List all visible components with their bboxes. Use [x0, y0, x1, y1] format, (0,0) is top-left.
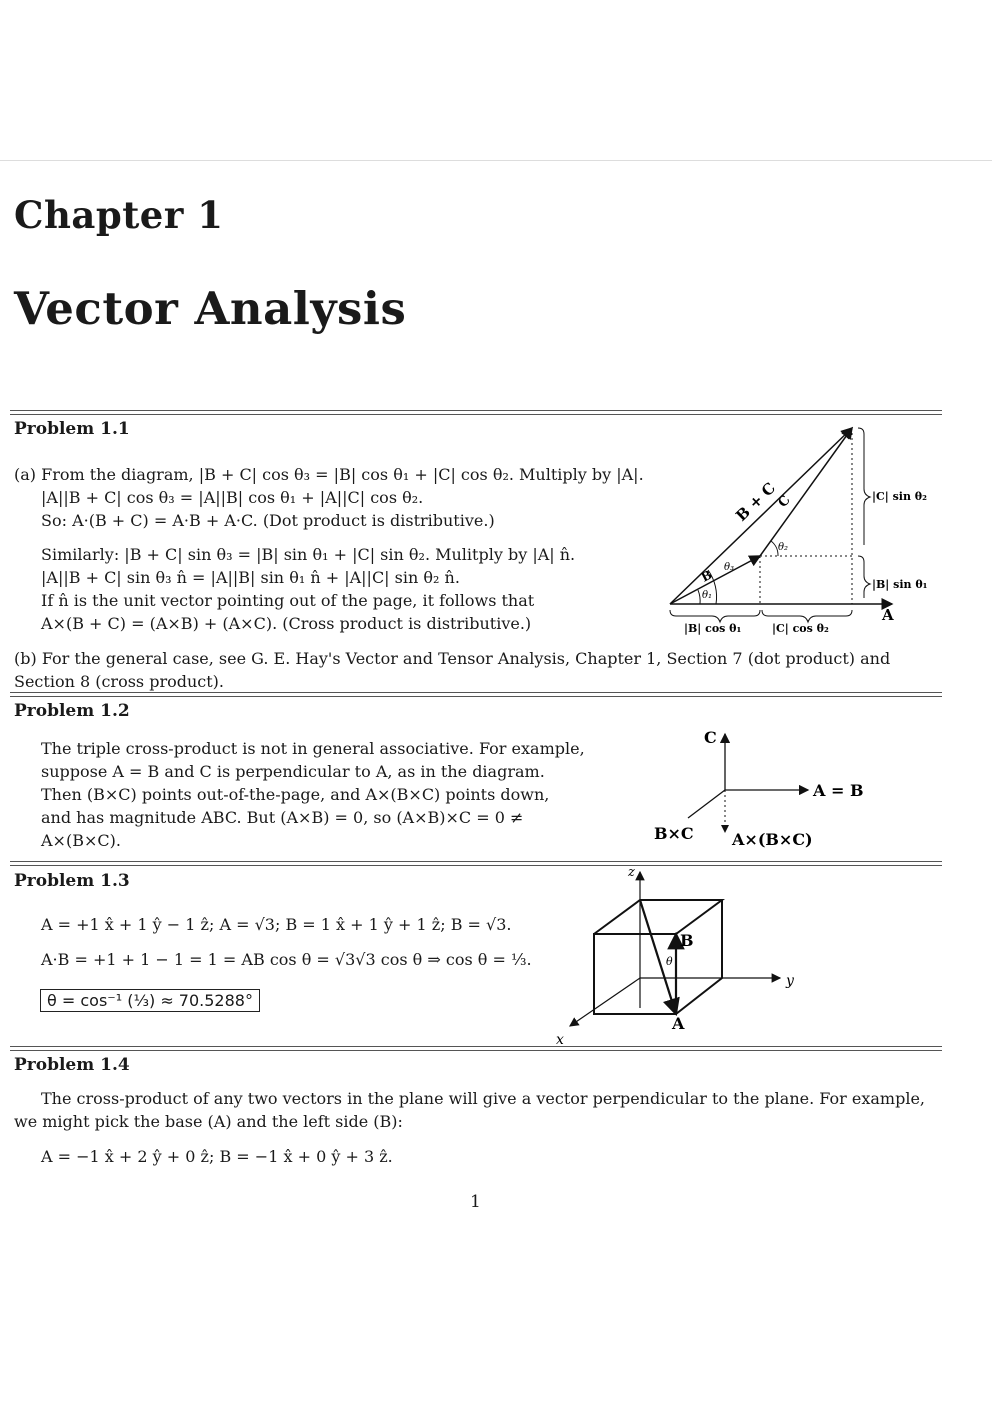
label-z: z — [628, 865, 635, 880]
label-theta: θ — [666, 955, 673, 968]
p1-line: Similarly: |B + C| sin θ₃ = |B| sin θ₁ + |C| sin θ₂. Mulitply by |A| n̂. — [41, 545, 576, 564]
rule — [10, 1046, 942, 1047]
cube-top-face — [594, 900, 722, 934]
label-theta1: θ₁ — [702, 590, 713, 601]
p3-line1: A = +1 x̂ + 1 ŷ − 1 ẑ; A = √3; B = 1 x̂ + 1 ŷ + 1 ẑ; B = √3. — [41, 915, 512, 934]
label-a-cross-bxc: A×(B×C) — [732, 830, 813, 849]
rule — [10, 861, 942, 862]
problem-1-1-title: Problem 1.1 — [14, 419, 130, 439]
chapter-title: Vector Analysis — [14, 282, 407, 335]
theta2-arc — [771, 541, 778, 556]
vector-bc-arrow — [670, 428, 852, 604]
problem-1-4-title: Problem 1.4 — [14, 1055, 130, 1075]
label-c: C — [704, 728, 717, 747]
label-b-plus-c: B + C — [732, 478, 780, 525]
triple-product-diagram — [650, 722, 890, 857]
label-x: x — [556, 1032, 564, 1048]
label-bcos: |B| cos θ₁ — [684, 622, 742, 635]
rule — [10, 696, 942, 697]
chapter-heading: Chapter 1 — [14, 193, 224, 237]
vector-b-arrow — [670, 556, 760, 604]
label-a: A — [882, 606, 894, 624]
rule — [10, 414, 942, 415]
rule — [10, 865, 942, 866]
p2-line: The triple cross-product is not in general associative. For example, — [41, 739, 585, 758]
page-top-rule — [0, 160, 992, 161]
bcos-brace — [670, 610, 760, 622]
problem-1-2-title: Problem 1.2 — [14, 701, 130, 721]
x-axis — [570, 978, 640, 1026]
label-a: A — [672, 1014, 685, 1033]
p1-line-a: (a) From the diagram, |B + C| cos θ₃ = |B| cos θ₁ + |C| cos θ₂. Multiply by |A|. — [14, 465, 644, 484]
vector-sum-diagram — [660, 420, 950, 640]
problem-1-3-title: Problem 1.3 — [14, 871, 130, 891]
theta1-arc — [698, 590, 700, 604]
label-bsin: |B| sin θ₁ — [872, 578, 928, 591]
rule — [10, 410, 942, 411]
label-theta3: θ₃ — [724, 562, 735, 573]
p1-line: So: A·(B + C) = A·B + A·C. (Dot product is distributive.) — [41, 511, 495, 530]
p1-line: |A||B + C| sin θ₃ n̂ = |A||B| sin θ₁ n̂ + |A||C| sin θ₂ n̂. — [41, 568, 460, 587]
label-b: B — [698, 567, 715, 585]
label-theta2: θ₂ — [778, 542, 789, 553]
p1-part-b: (b) For the general case, see G. E. Hay's Vector and Tensor Analysis, Chapter 1, Section 7 (dot product) and Section 8 (cross product). — [14, 649, 891, 691]
label-a-eq-b: A = B — [813, 781, 864, 800]
rule — [10, 692, 942, 693]
rule — [10, 1050, 942, 1051]
p1-line: A×(B + C) = (A×B) + (A×C). (Cross product is distributive.) — [41, 614, 532, 633]
label-c: C — [775, 492, 794, 511]
p2-line: A×(B×C). — [41, 831, 121, 850]
cube-diagram — [550, 865, 810, 1048]
p3-boxed-result: θ = cos⁻¹ (⅓) ≈ 70.5288° — [40, 989, 260, 1012]
p1-line: |A||B + C| cos θ₃ = |A||B| cos θ₁ + |A||C| cos θ₂. — [41, 488, 424, 507]
csin-brace — [858, 428, 870, 545]
p4-equation: A = −1 x̂ + 2 ŷ + 0 ẑ; B = −1 x̂ + 0 ŷ + 3 ẑ. — [41, 1147, 393, 1166]
label-ccos: |C| cos θ₂ — [772, 622, 829, 635]
page-number: 1 — [470, 1192, 481, 1212]
bsin-brace — [858, 556, 870, 598]
p3-line2: A·B = +1 + 1 − 1 = 1 = AB cos θ = √3√3 cos θ ⇒ cos θ = ⅓. — [41, 950, 532, 969]
label-b-cross-c: B×C — [654, 824, 694, 843]
label-b: B — [680, 931, 694, 950]
label-y: y — [786, 973, 794, 989]
p2-line: suppose A = B and C is perpendicular to A, as in the diagram. — [41, 762, 545, 781]
bxc-axis-line — [688, 790, 725, 818]
p4-text: The cross-product of any two vectors in the plane will give a vector perpendicular to the plane. For example, we might pick the base (A) and the left side (B): — [14, 1089, 925, 1131]
label-csin: |C| sin θ₂ — [872, 490, 927, 503]
p2-line: Then (B×C) points out-of-the-page, and A×(B×C) points down, — [41, 785, 550, 804]
ccos-brace — [762, 610, 852, 622]
p2-line: and has magnitude ABC. But (A×B) = 0, so (A×B)×C = 0 ≠ — [41, 808, 524, 827]
p1-line: If n̂ is the unit vector pointing out of the page, it follows that — [41, 591, 535, 610]
